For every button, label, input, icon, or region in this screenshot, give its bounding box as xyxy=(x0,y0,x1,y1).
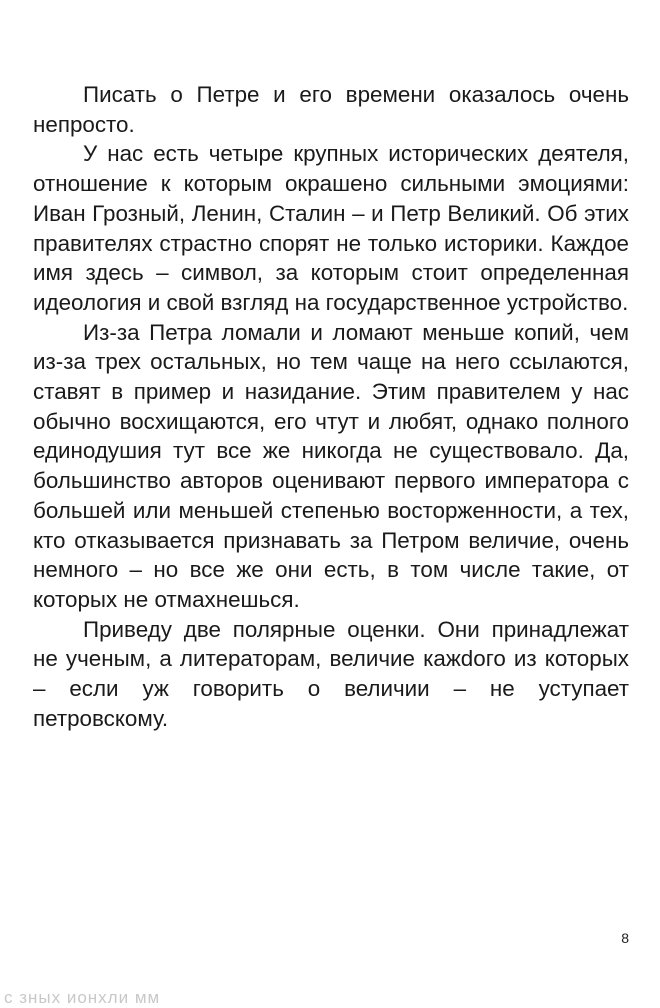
bleed-through-text: с зных ионхли мм xyxy=(4,988,161,1007)
paragraph-3: Из-за Петра ломали и ломают меньше копий, чем из-за трех остальных, но тем чаще на него ссылаются, ставят в пример и назидание. Этим правителем у нас обычно восхищаются, его чтут и любят, однако полного единодушия тут все же никогда не существовало. Да, большинство авторов оценивают первого императора с большей или меньшей степенью восторженности, а тех, кто отказывается признавать за Петром величие, очень немного – но все же они есть, в том числе такие, от которых не отмахнешься. xyxy=(33,319,629,612)
paragraph-2: У нас есть четыре крупных исторических деятеля, отношение к которым окрашено сильными эмоциями: Иван Грозный, Ленин, Сталин – и Петр Великий. Об этих правителях страстно спорят не только историки. Каждое имя здесь – символ, за которым стоит определенная идеология и свой взгляд на государственное устройство. xyxy=(33,141,629,315)
paragraph-4: Приведу две полярные оценки. Они принадлежат не ученым, а литераторам, величие кажdого из которых – если уж говорить о величии – не уступает петровскому. xyxy=(33,616,629,731)
page-number: 8 xyxy=(621,930,629,946)
body-text xyxy=(33,80,629,733)
paragraph-1: Писать о Петре и его времени оказалось очень непросто. xyxy=(33,82,629,137)
